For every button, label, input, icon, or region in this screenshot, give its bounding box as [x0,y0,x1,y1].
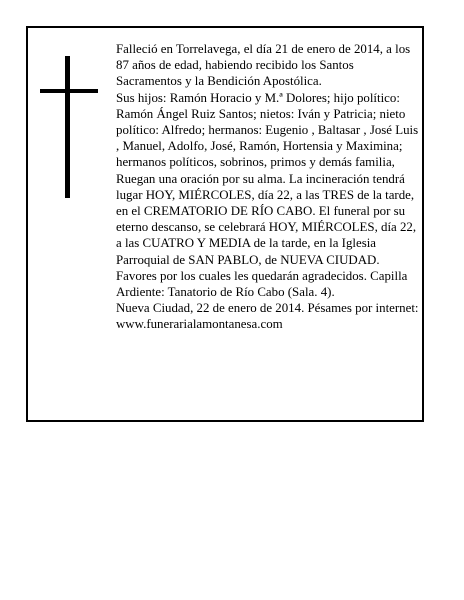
obituary-notice [26,26,424,422]
place-date-condolences: Nueva Ciudad, 22 de enero de 2014. Pésames por internet: www.funerarialamontanesa.com [116,301,419,332]
family-list: Sus hijos: Ramón Horacio y M.ª Dolores; hijo político: Ramón Ángel Ruiz Santos; nietos: Iván y Patricia; nieto político: Alfredo; hermanos: Eugenio , Baltasar , José Luis , Manuel, Adolfo, José, Ramón, Hortensia y Maximina; hermanos políticos, sobrinos, primos y demás familia, [116,90,419,170]
cross-horizontal-bar [40,89,98,93]
service-details: Ruegan una oración por su alma. La incineración tendrá lugar HOY, MIÉRCOLES, día 22, a las TRES de la tarde, en el CREMATORIO DE RÍO CABO. El funeral por su eterno descanso, se celebrará HOY, MIÉRCOLES, día 22, a las CUATRO Y MEDIA de la tarde, en la Iglesia Parroquial de SAN PABLO, de NUEVA CIUDAD. Favores por los cuales les quedarán agradecidos. Capilla Ardiente: Tanatorio de Río Cabo (Sala. 4). [116,171,417,300]
cross-vertical-bar [65,56,70,198]
death-announcement: Falleció en Torrelavega, el día 21 de enero de 2014, a los 87 años de edad, habiendo recibido los Santos Sacramentos y la Bendición Apostólica. [116,42,411,89]
cross-icon [40,56,98,198]
notice-text [116,41,420,333]
